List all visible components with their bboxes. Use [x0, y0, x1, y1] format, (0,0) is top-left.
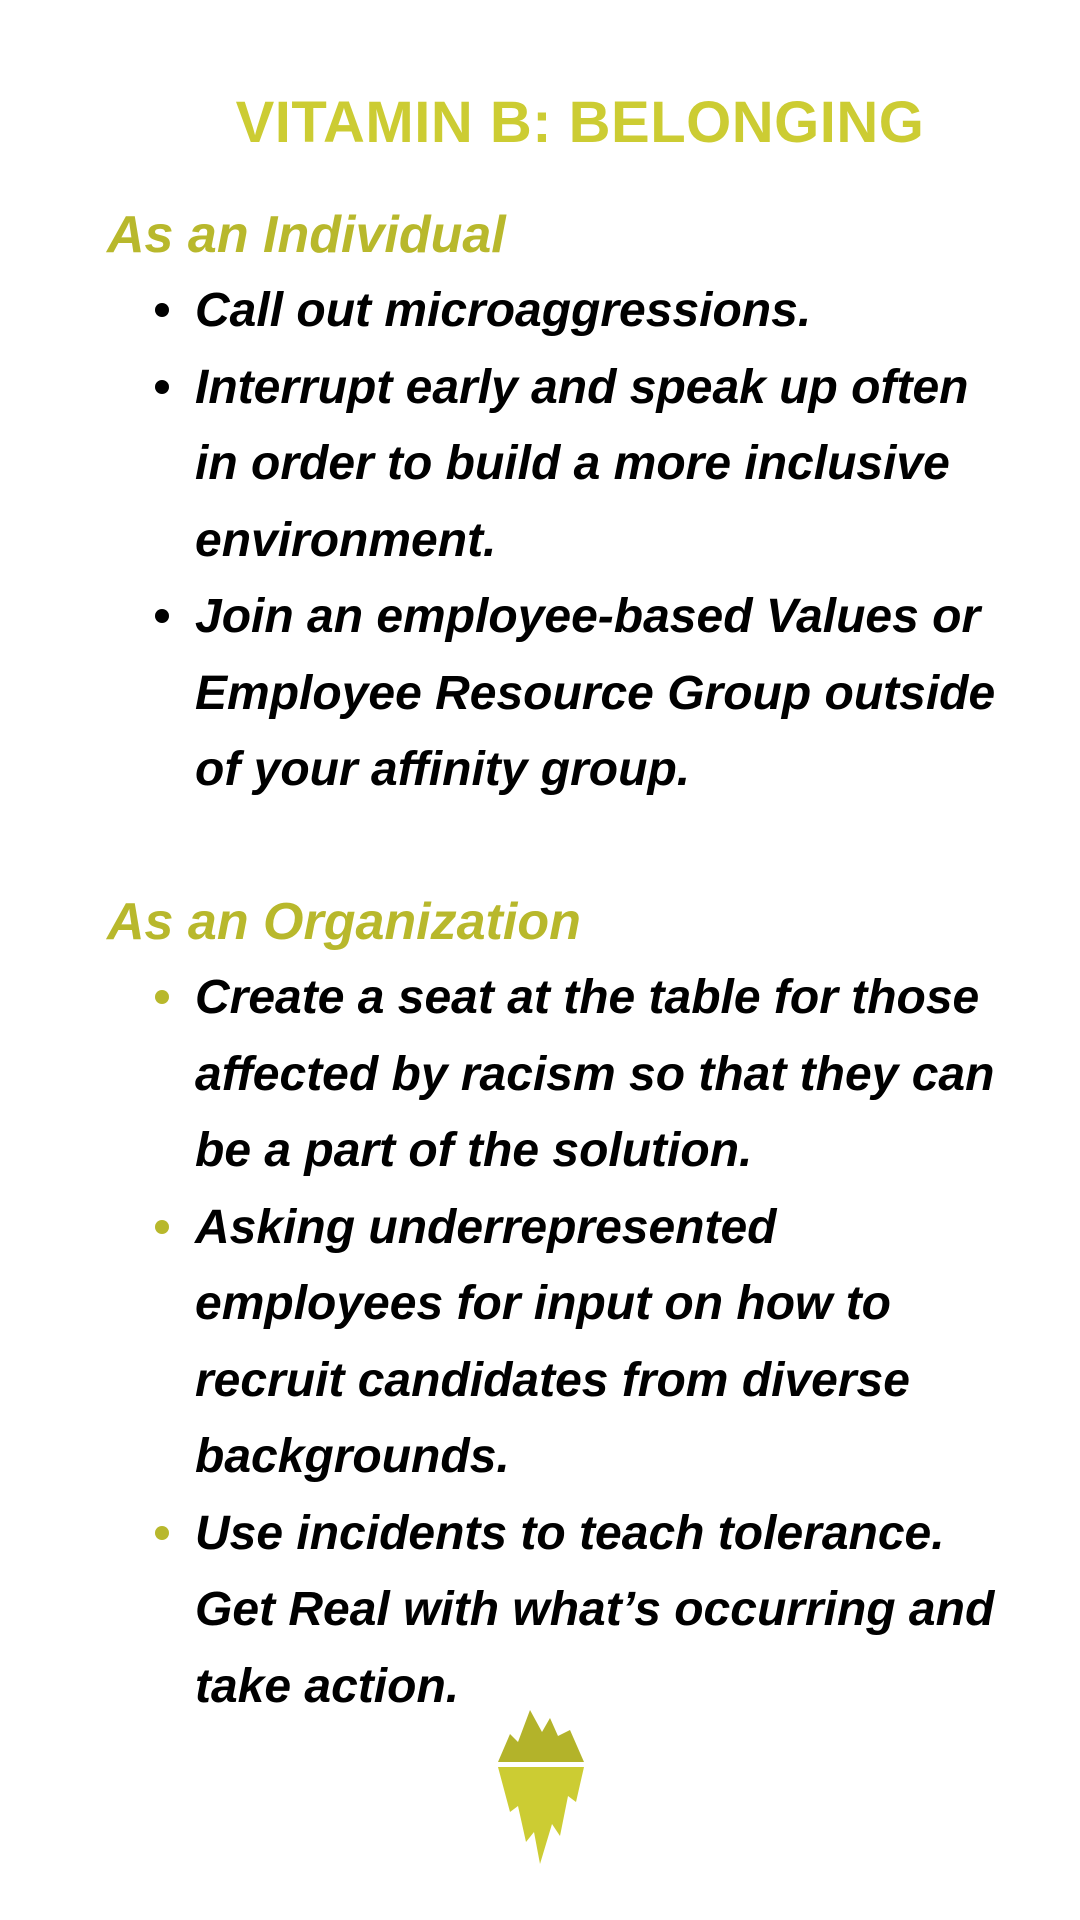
section-heading-individual: As an Individual [107, 206, 506, 264]
list-item-text: Join an employee-based Values or Employee Resource Group outside of your affinity group. [195, 590, 996, 796]
list-item-text: Create a seat at the table for those affected by racism so that they can be a part of the solution. [195, 971, 995, 1177]
list-item-text: Interrupt early and speak up often in order to build a more inclusive environment. [195, 360, 969, 567]
bullet-icon [155, 1526, 169, 1540]
bullet-icon [155, 380, 169, 394]
list-item [195, 1190, 1015, 1496]
organization-list [195, 960, 1015, 1725]
individual-list [195, 273, 1015, 809]
bullet-icon [155, 609, 169, 623]
list-item-text: Use incidents to teach tolerance. Get Real with what’s occurring and take action. [195, 1506, 995, 1713]
page-title: VITAMIN B: BELONGING [235, 90, 925, 155]
list-item [195, 1496, 1015, 1726]
list-item [195, 960, 1015, 1190]
section-heading-organization: As an Organization [107, 893, 581, 951]
bullet-icon [155, 1220, 169, 1234]
list-item [195, 579, 1015, 809]
iceberg-icon [498, 1704, 584, 1864]
list-item [195, 350, 1015, 580]
bullet-icon [155, 303, 169, 317]
list-item-text: Asking underrepresented employees for input on how to recruit candidates from diverse backgrounds. [195, 1200, 910, 1483]
list-item-text: Call out microaggressions. [195, 284, 812, 337]
list-item [195, 273, 1015, 350]
bullet-icon [155, 990, 169, 1004]
